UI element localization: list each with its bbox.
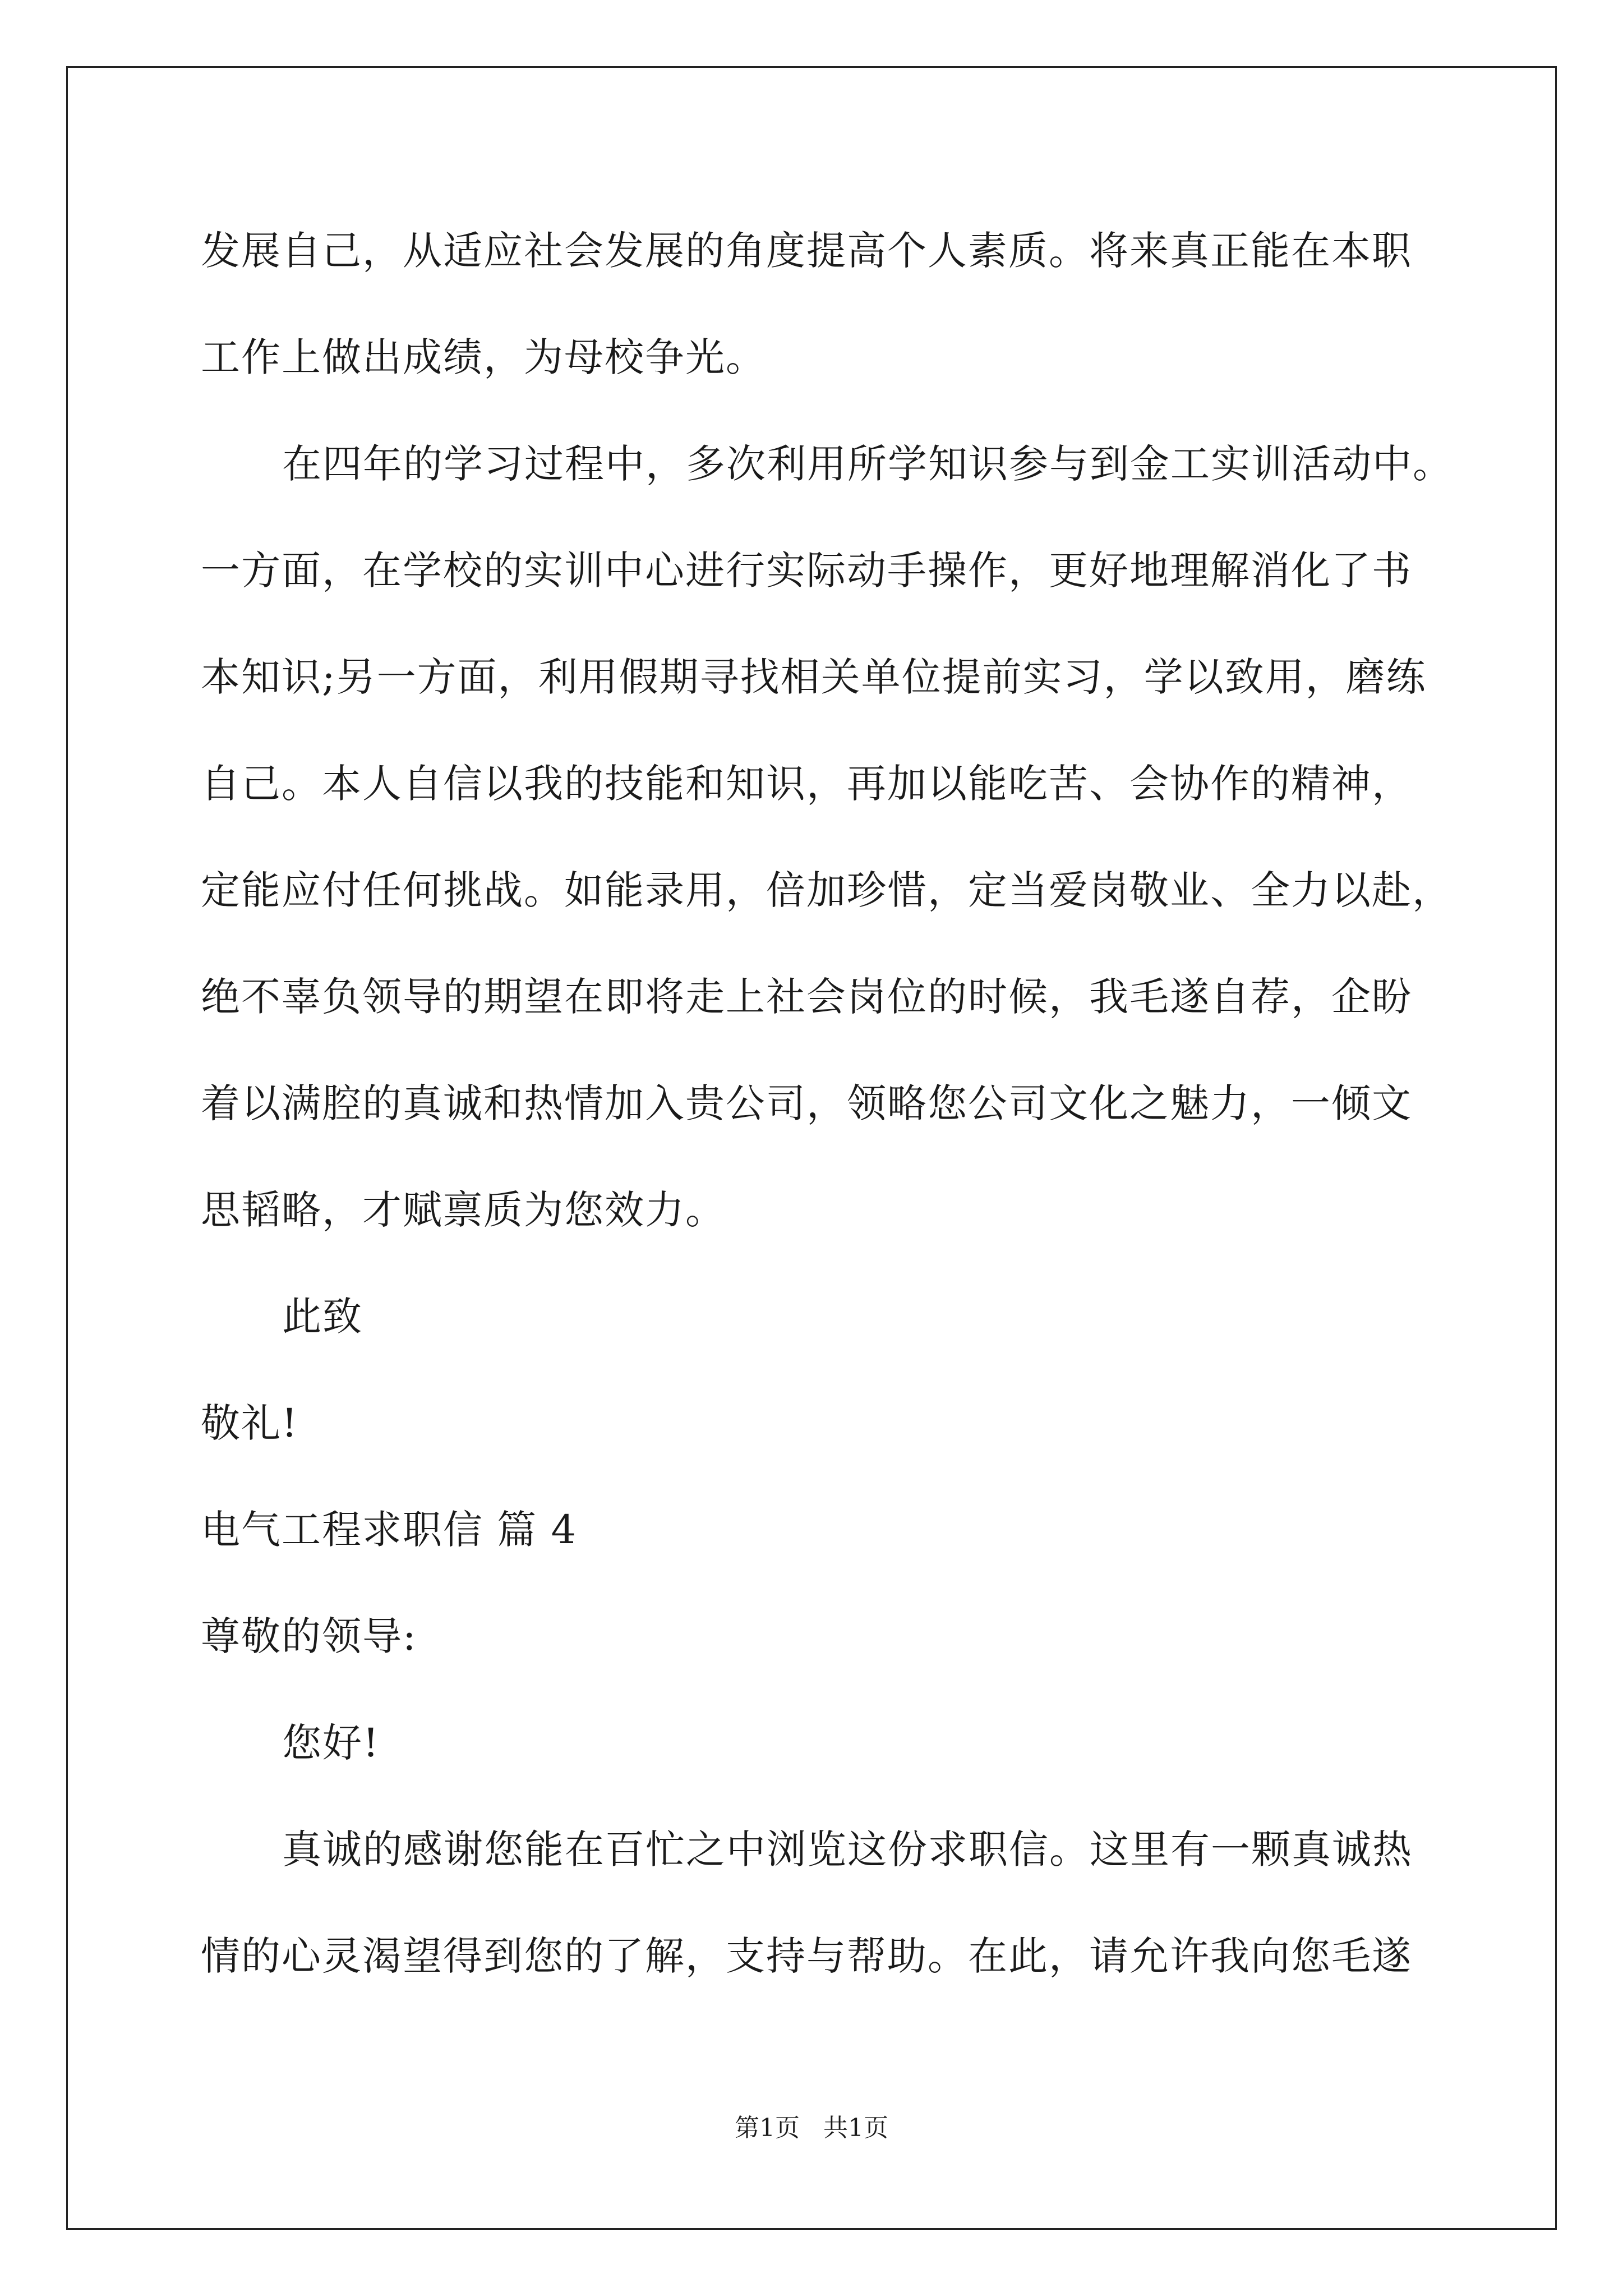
section-title: 电气工程求职信 篇 4 <box>201 1507 578 1553</box>
page-border <box>66 66 1557 2230</box>
body-line: 绝不辜负领导的期望在即将走上社会岗位的时候，我毛遂自荐，企盼 <box>201 974 1412 1020</box>
closing-regards: 敬礼! <box>201 1400 299 1446</box>
body-line: 自己。本人自信以我的技能和知识，再加以能吃苦、会协作的精神， <box>201 761 1412 807</box>
greeting-addressee: 尊敬的领导: <box>201 1613 417 1659</box>
paragraph-start-line: 在四年的学习过程中，多次利用所学知识参与到金工实训活动中。 <box>282 441 1453 487</box>
closing-salutation: 此致 <box>282 1294 363 1340</box>
page-number-footer: 第1页 共1页 <box>735 2114 888 2142</box>
body-line: 发展自己，从适应社会发展的角度提高个人素质。将来真正能在本职 <box>201 228 1412 274</box>
body-line: 情的心灵渴望得到您的了解，支持与帮助。在此，请允许我向您毛遂 <box>201 1933 1412 1979</box>
body-line: 思韬略，才赋禀质为您效力。 <box>201 1187 726 1233</box>
body-line: 定能应付任何挑战。如能录用，倍加珍惜，定当爱岗敬业、全力以赴， <box>201 867 1453 913</box>
body-line: 本知识;另一方面，利用假期寻找相关单位提前实习，学以致用，磨练 <box>201 654 1427 700</box>
greeting: 您好! <box>282 1720 380 1766</box>
body-line: 工作上做出成绩，为母校争光。 <box>201 334 766 380</box>
body-line: 着以满腔的真诚和热情加入贵公司，领略您公司文化之魅力，一倾文 <box>201 1080 1412 1126</box>
paragraph-start-line: 真诚的感谢您能在百忙之中浏览这份求职信。这里有一颗真诚热 <box>282 1826 1413 1872</box>
body-line: 一方面，在学校的实训中心进行实际动手操作，更好地理解消化了书 <box>201 547 1412 593</box>
